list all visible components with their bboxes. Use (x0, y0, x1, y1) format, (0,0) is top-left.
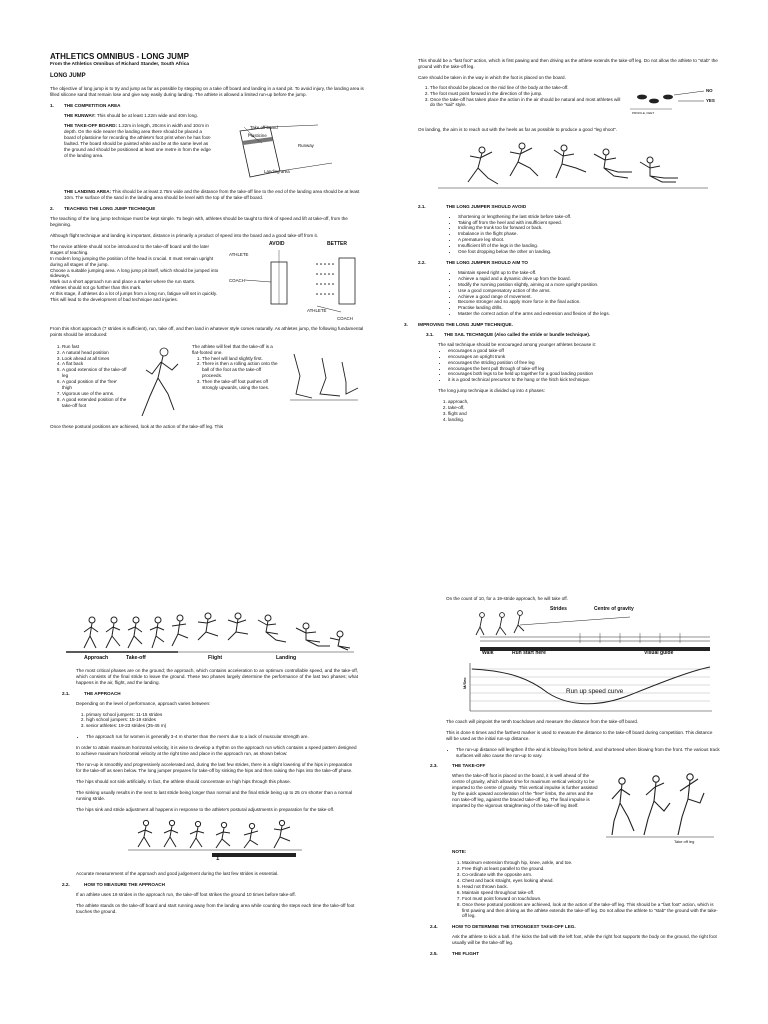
label-runway: Runway (298, 143, 314, 149)
feel-block: The athlete will feel that the take-off is a flat-footed one. 1. The heel will land slightly first. 2. There is then a rolling action onto the ball of the foot as the take-off proceeds. 3. Then the take-off foot pushes off strongly upwards, using the toes. (192, 344, 278, 396)
label-takeoff-leg: Take off leg (674, 839, 695, 845)
takeoff-leg-figure (604, 773, 716, 847)
label-landing-area: Landing area (264, 169, 290, 175)
section-heading-2-3-takeoff: 2.3. THE TAKE-OFF (430, 763, 486, 769)
figure-number-1: 1 (216, 856, 220, 863)
accurate-paragraph: Accurate measurement of the approach and good judgement during the last few strides is essential. (76, 871, 279, 877)
leg-shoot-figure (418, 138, 718, 200)
label-coach-left: COACH (229, 277, 245, 283)
adjust-paragraph: The hips sink and stride adjustment all happens in response to the athlete's postural adjustments in preparation for the take-off. (76, 806, 335, 812)
page-1-left-column (50, 52, 368, 435)
section-heading-2-1-approach: 2.1. THE APPROACH (62, 690, 121, 696)
sinking-paragraph: The sinking usually results in the next to last stride being longer than normal and the final stride being up to 25 cm shorter than a normal running stride. (76, 789, 353, 801)
six-times-paragraph: This is done 6 times and the farthest marker is used to measure the distance to the take-off board during competition. This distance will be used as the initial run-up distance. (446, 729, 713, 741)
label-run-start: Run start here (512, 649, 546, 656)
label-flight: Flight (208, 655, 223, 661)
runner-figure (130, 344, 186, 420)
teaching-paragraph-1: The teaching of the long jump technique must be kept simple. To begin with, athletes should be taught to think of speed and lift at take-off, from the beginning. (50, 216, 348, 228)
note-label: NOTE: (452, 849, 467, 855)
runup-speed-diagram (430, 607, 720, 713)
page-2 (0, 520, 768, 1024)
takeoff-board-diagram (222, 123, 362, 185)
label-take-off: Take-off (126, 655, 146, 661)
takeoff-board-block (50, 123, 368, 185)
foot-placement-list: 1. The foot should be placed on the mid line of the body at the take-off. 2. The foot must point forward in the direction of the jump. 3. Once the take-off has taken place the action in the air should be natural and most athletes will do the "sail" style. (418, 85, 626, 109)
page-1-right-column (404, 58, 718, 428)
takeoff-paragraph: When the take-off foot is placed on the board, it is well ahead of the centre of gravity, which allows time for maximum vertical velocity to be imparted to the centre of gravity. This vertical impulse is further assisted by the quick upward acceleration of the "free" limbs, the arms and the non take-off leg, against the braced take-off leg. The final impulse is imparted by the vigorous straightening of the take-off leg itself. (452, 773, 598, 808)
sail-intro: The sail technique should be encouraged among younger athletes because it: (438, 341, 597, 347)
page-source: From the Athletics Omnibus of Richard Stander, South Africa (50, 62, 190, 67)
avoid-better-diagram (225, 242, 365, 326)
approach-paragraph: From this short approach (7 strides is sufficient), run, take off, and then land in whatever style comes naturally. As athletes jump, the following fundamental points should be introduced: (50, 325, 364, 337)
label-takeoff-board: Take off board (250, 125, 278, 131)
label-landing: Landing (276, 655, 297, 661)
section-heading-2: 2. TEACHING THE LONG JUMP TECHNIQUE (50, 206, 156, 212)
section-heading-2-1-avoid: 2.1. THE LONG JUMPER SHOULD AVOID (418, 203, 527, 209)
novice-block (50, 240, 368, 324)
page-2-left-column (62, 612, 358, 920)
label-feet-caption: PROFILE, FEET (632, 110, 655, 115)
foot-placement-block: Care should be taken in the way in which the foot is placed on the board. 1. The foot should be placed on the mid line of the body at the take-off. 2. The foot must point forward in the direction of the jump. 3. Once the take-off has taken place the action in the air should be natural and most athletes will do the "sail" style. NO YES PROFILE, FEET (418, 75, 718, 121)
rhythm-paragraph: In order to attain maximum horizontal velocity, it is wise to develop a rhythm on the approach run which contains a speed pattern designed to achieve maximum horizontal velocity at the right time and place in the approach run, as shown below: (76, 745, 357, 757)
section-heading-2-2-measure: 2.2. HOW TO MEASURE THE APPROACH (62, 882, 165, 888)
sail-list: • encourages a good take-off • encourages an upright trunk • encourages the striding position of free leg • encourages the bent pull through of take-off leg • encourages both legs to be held up together for a good landing position • it is a good technical precursor to the hang or the hitch kick technique. (418, 348, 718, 383)
foot-action-figure (286, 348, 362, 408)
hip-sink-figure (62, 817, 358, 871)
intro-paragraph: The objective of long jump is to try and jump as far as possible by stepping on a take off board and landing in a sand pit. To avoid injury, the landing area is filled silicone sand that remain lose and give way easily during landing. The athlete is allowed a limited run-up before the jump. (50, 85, 364, 97)
phases-strip-figure (62, 612, 358, 664)
section-heading-long-jump: LONG JUMP (50, 72, 86, 79)
label-coach-right: COACH (337, 315, 353, 321)
critical-phases-paragraph: The most critical phases are on the ground; the approach, which contains acceleration to an optimum controllable speed, and the take-off, which consists of the final stride to leave the ground. These two phases largely determine the performance of the last two phases; what happens in the air, flight, and the landing. (76, 668, 358, 685)
section-heading-2-2-aim: 2.2. THE LONG JUMPER SHOULD AIM TO (418, 259, 528, 265)
phases-list: 1. approach, 2. take-off, 3. flight and 4. landing. (418, 399, 718, 423)
on-landing-paragraph: On landing, the aim is to reach out with the heels as far as possible to produce a good "leg shoot". (418, 126, 618, 132)
label-visual-guide: Visual guide (644, 649, 674, 656)
wind-note: • The run-up distance will lengthen if the wind is blowing from behind, and shortened when blowing from the front. The various track surfaces will also cause the run-up to vary. (430, 747, 720, 759)
label-athlete-left: ATHLETE (229, 251, 249, 257)
points-block (50, 344, 368, 424)
runway-paragraph: THE RUNWAY: This should be at least 1.22m wide and 40m long. (64, 112, 198, 118)
label-plasticine: Plasticine (248, 133, 267, 139)
measure-paragraph-2: The athlete stands on the take-off board and start running away from the landing area while counting the steps each time the take-off foot touches the ground. (76, 903, 355, 915)
label-yes: YES (706, 97, 715, 103)
label-no: NO (706, 87, 713, 93)
measure-paragraph-1: If an athlete uses 19 strides in the approach run, the take-off foot strikes the ground 10 times before take-off. (76, 892, 296, 898)
feel-list: 1. The heel will land slightly first. 2. There is then a rolling action onto the ball of the foot as the take-off proceeds. 3. Then the take-off foot pushes off strongly upwards, using the toes. (192, 356, 278, 391)
page-2-right-column (430, 596, 720, 961)
once-paragraph: Once these postural positions are achieved, look at the action of the take-off leg. This (50, 423, 224, 429)
takeoff-block (430, 773, 720, 847)
label-strides: Strides (550, 605, 567, 612)
teaching-paragraph-2: Although flight technique and landing is important, distance is primarily a product of speed into the board and a good take-off from it. (50, 232, 319, 238)
hips-paragraph: The hips should not sink artificially. In fact, the athlete should concentrate on high hips through this phase. (76, 778, 291, 784)
section-heading-3-1: 3.1. THE SAIL TECHNIQUE (Also called the stride or bundle technique). (426, 332, 591, 338)
section-heading-2-5-flight: 2.5. THE FLIGHT (430, 951, 480, 957)
section-heading-3: 3. IMPROVING THE LONG JUMP TECHNIQUE. (404, 322, 513, 328)
section-heading-2-4-strongest-leg: 2.4. HOW TO DETERMINE THE STRONGEST TAKE-OFF LEG. (430, 924, 576, 930)
section-heading-1: 1. THE COMPETITION AREA (50, 102, 121, 108)
fundamental-points-list: 1. Run fast 2. A natural head position 3. Look ahead at all times 4. A flat back 5. A good extension of the take-off leg 6. A good position of the 'free' thigh 7. Vigorous use of the arms. 8. A good extended position of the take-off foot (50, 344, 128, 409)
novice-text: The novice athlete should not be introduced to the take-off board until the later stages of teaching. In modern long jumping the position of the head is crucial. It must remain upright during all stages of the jump. Choose a suitable jumping area. A long jump pit itself, which should be jumped into sideways. Mark out a short approach run and place a marker where the run starts. Athletes should not go further than this mark. At this stage, if athletes do a lot of jumps from a long run, fatigue will set in quickly. This will lead to the development of bad technique and injuries. (50, 243, 219, 303)
label-avoid: AVOID (269, 240, 285, 247)
label-runup-curve: Run up speed curve (566, 687, 624, 695)
depends-paragraph: Depending on the level of performance, approach varies between: (76, 700, 211, 706)
runup-paragraph: The run-up is smoothly and progressively accelerated and, during the last few strides, there is a slight lowering of the hips in preparation for the take-off as seen below. The long jumper prepares for take-off by sinking the hips and then raising the hips into the take-off phase. (76, 761, 353, 773)
kick-paragraph: Ask the athlete to kick a ball. If he kicks the ball with the left foot, while the right foot supports the body on the ground, the right foot usually will be the take-off leg. (452, 934, 717, 946)
coach-paragraph: The coach will pinpoint the tenth touchdown and measure the distance from the take-off board. (446, 718, 639, 724)
takeoff-board-paragraph: THE TAKE-OFF BOARD: 1.22m in length, 20cms in width and 10cm in depth. On the side nearer the landing area there should be placed a board of plasticine for recording the athlete's foot print when he has foot-faulted. The board should be painted white and be at the same level as the ground and should be positioned at least one metre in from the edge of the landing area. (64, 123, 212, 158)
landing-area-paragraph: THE LANDING AREA: This should be at least 2.75m wide and the distance from the take-off line to the end of the landing area should be at least 10m. The surface of the sand in the landing area should be level with the top of the take-off board. (64, 189, 360, 201)
label-centre-of-gravity: Centre of gravity (594, 605, 634, 612)
women-note: • The approach run for women is generally 3-4 m shorter than the men's due to a lack of muscular strength are. (62, 734, 358, 740)
fast-foot-paragraph: This should be a "fast foot" action, which is first pawing and then driving as the athlete extends the take-off leg. Do not allow the athlete to "stab" the ground with the take-off leg. (418, 58, 718, 69)
foot-placement-diagram (624, 85, 718, 121)
count-paragraph: On the count of 10, for a 19-stride approach, he will take off. (446, 596, 568, 601)
label-walk: Walk (482, 649, 494, 656)
label-athlete-right: ATHLETE (307, 307, 327, 313)
stride-levels-list: 1. primary school jumpers: 11-15 strides 2. high school jumpers: 15-19 strides 3. senior athletes: 19-23 strides (35-45 m) (62, 712, 358, 730)
label-better: BETTER (327, 240, 347, 247)
avoid-list: • Shortening or lengthening the last stride before take-off. • Taking off from the heel and with insufficient speed. • Inclining the trunk too far forward or back. • Imbalance in the flight phase. • A premature leg shoot. • Insufficient lift of the legs in the landing. • One foot dropping below the other on landing. (418, 214, 718, 255)
page-title: ATHLETICS OMNIBUS - LONG JUMP (50, 52, 189, 61)
takeoff-notes-list: 1. Maximum extension through hip, knee, ankle, and toe. 2. Free thigh at least parallel to the ground. 3. Co-ordinate with the opposite arm. 4. Chest and back straight, eyes looking ahead. 5. Head not thrown back. 6. Maintain speed throughout take-off. 7. Foot must point forward on touchdown. 8. Once these postural positions are achieved, look at the action of the take-off leg. This should be a "fast foot" action, which is first pawing and then driving as the athlete extends the take-off leg. Do not allow the athlete to "stab" the ground with the take-off leg. (430, 860, 720, 919)
label-approach: Approach (84, 655, 109, 661)
aim-list: • Maintain speed right up to the take-off. • Achieve a rapid and a dynamic drive up from the board. • Modify the running position slightly, aiming at a more upright position. • Use a good compensatory action of the arms. • Achieve a good range of movement. • Become stronger and so apply more force in the final action. • Practise landing drills. • Master the correct action of the arms and extension and flexion of the legs. (418, 270, 718, 317)
phases-intro: The long jump technique is divided up into 4 phases: (438, 388, 546, 394)
label-y-axis: M/Sec (462, 677, 467, 689)
